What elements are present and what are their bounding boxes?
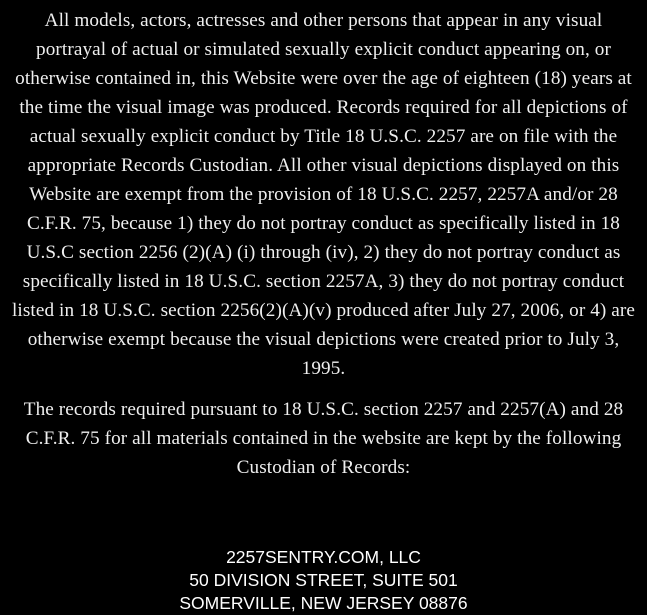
custodian-address-line-2: SOMERVILLE, NEW JERSEY 08876 (179, 593, 468, 613)
records-custodian-paragraph: The records required pursuant to 18 U.S.C. section 2257 and 2257(A) and 28 C.F.R. 75 for all materials contained in the website are kept by the following Custodian of Records: (23, 399, 624, 478)
compliance-statement-paragraph: All models, actors, actresses and other persons that appear in any visual portrayal of actual or simulated sexually explicit conduct appearing on, or otherwise contained in, this Website were over the age of eighteen (18) years at the time the visual image was produced. Records required for all depictions of actual sexually explicit conduct by Title 18 U.S.C. 2257 are on file with the appropriate Records Custodian. All other visual depictions displayed on this Website are exempt from the provision of 18 U.S.C. 2257, 2257A and/or 28 C.F.R. 75, because 1) they do not portray conduct as specifically listed in 18 U.S.C section 2256 (2)(A) (i) through (iv), 2) they do not portray conduct as specifically listed in 18 U.S.C. section 2257A, 3) they do not portray conduct listed in 18 U.S.C. section 2256(2)(A)(v) produced after July 27, 2006, or 4) are otherwise exempt because the visual depictions were created prior to July 3, 1995. (11, 10, 636, 379)
custodian-of-records-block (8, 546, 639, 615)
custodian-company-name: 2257SENTRY.COM, LLC (226, 547, 421, 567)
custodian-address-line-1: 50 DIVISION STREET, SUITE 501 (189, 570, 458, 590)
